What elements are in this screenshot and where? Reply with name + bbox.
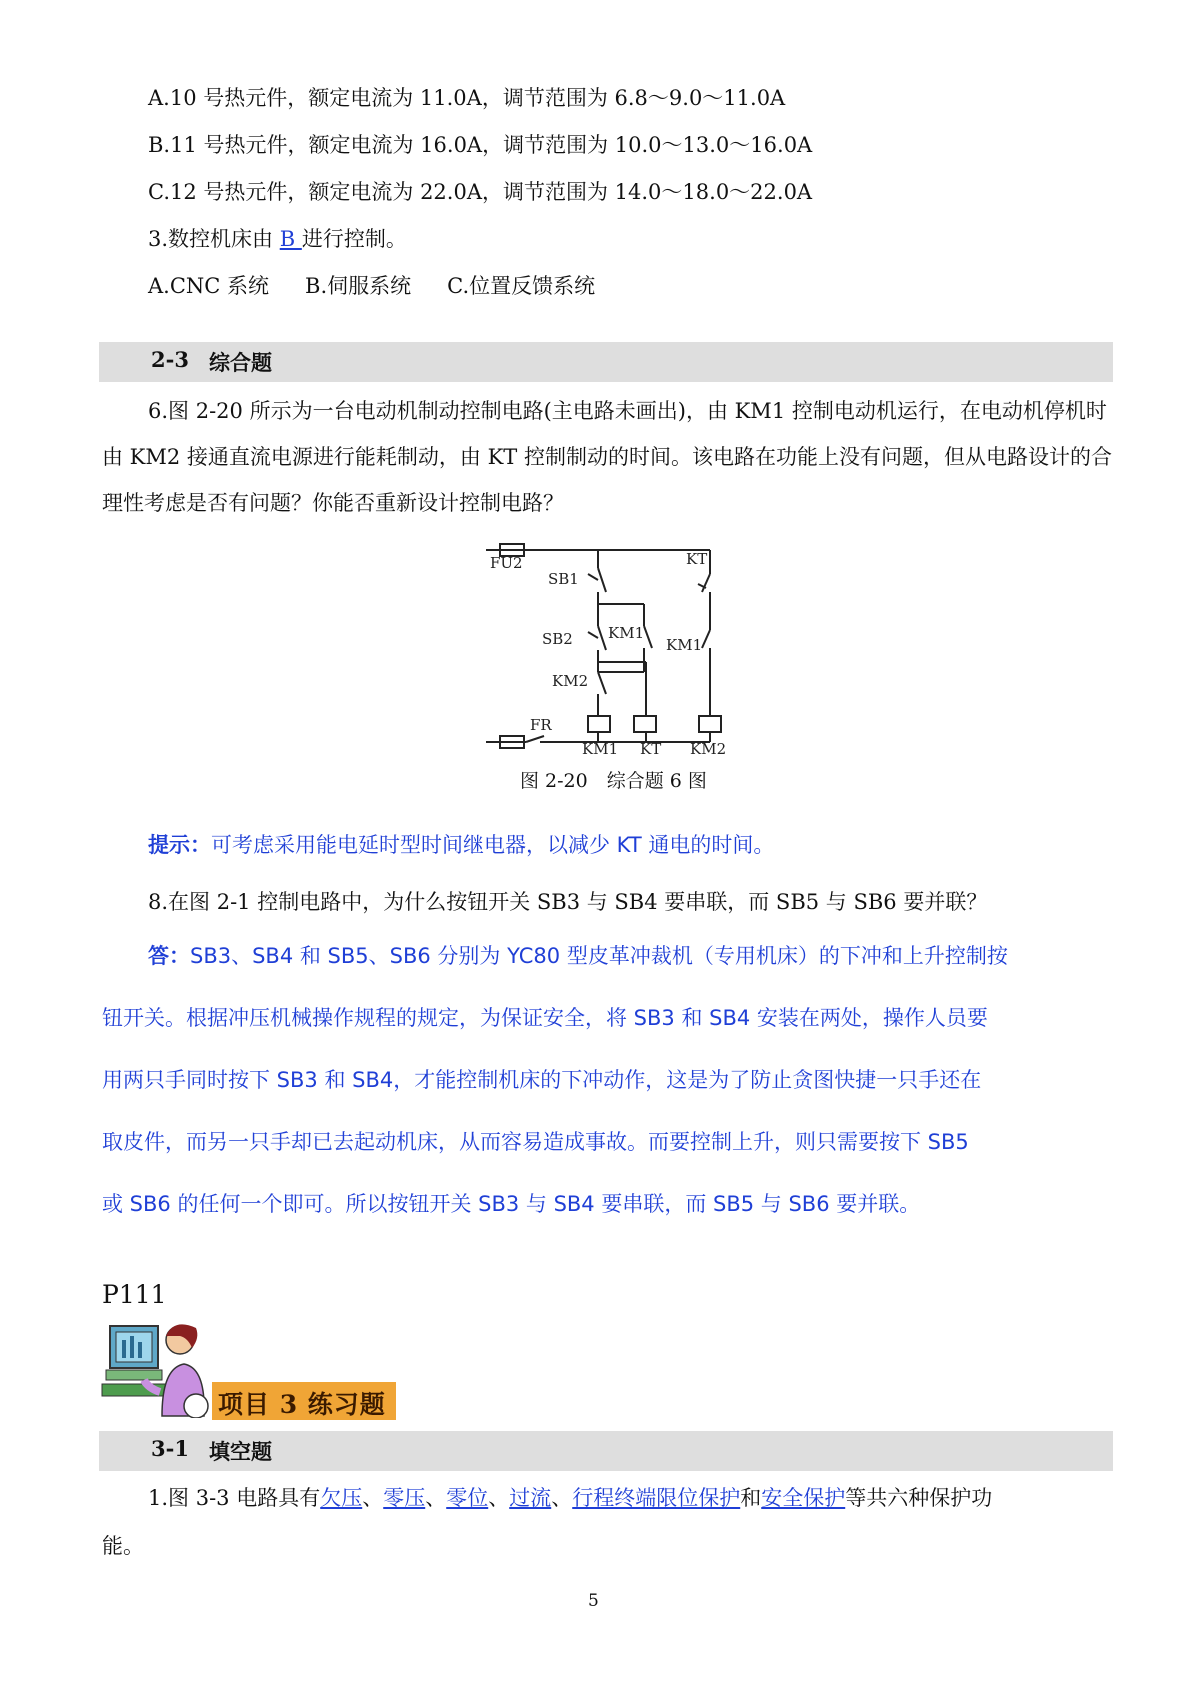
coil-kt-symbol	[634, 716, 656, 732]
separator: 、	[488, 1486, 510, 1510]
label-km1-right: KM1	[666, 636, 703, 654]
fill-question-1	[148, 1483, 992, 1513]
option-b: B.11 号热元件，额定电流为 16.0A，调节范围为 10.0～13.0～16.0A	[148, 133, 813, 157]
separator: 、	[551, 1486, 573, 1510]
answer-line-3: 用两只手同时按下 SB3 和 SB4，才能控制机床的下冲动作，这是为了防止贪图快捷一只手还在	[102, 1068, 982, 1092]
blank-zero-voltage: 零压	[383, 1486, 426, 1510]
label-sb1: SB1	[548, 570, 579, 588]
project-3-banner	[212, 1382, 396, 1420]
section-3-1-number: 3-1	[151, 1436, 189, 1461]
answer-line-4: 取皮件，而另一只手却已去起动机床，从而容易造成事故。而要控制上升，则只需要按下 SB5	[102, 1130, 969, 1154]
option-a: A.10 号热元件，额定电流为 11.0A，调节范围为 6.8～9.0～11.0A	[148, 86, 786, 110]
answer-line-1: SB3、SB4 和 SB5、SB6 分别为 YC80 型皮革冲裁机（专用机床）的下冲和上升控制按	[190, 944, 1008, 968]
question-3-options	[148, 271, 595, 301]
question-3-answer: B	[279, 227, 302, 251]
label-coil-km1: KM1	[582, 740, 619, 754]
coil-km1-symbol	[588, 716, 610, 732]
blank-limit-protection: 行程终端限位保护	[572, 1486, 741, 1510]
question-3-option-a: A.CNC 系统	[148, 274, 270, 298]
blank-undervoltage: 欠压	[320, 1486, 363, 1510]
answer-lead: 答：	[148, 944, 190, 968]
figure-caption: 图 2-20 综合题 6 图	[520, 770, 707, 792]
fill-question-1-wrap: 能。	[102, 1534, 144, 1558]
question-3	[148, 224, 407, 254]
section-2-3-header	[99, 342, 1113, 382]
page-number: 5	[588, 1591, 599, 1611]
question-8-answer	[102, 925, 1112, 1235]
question-3-suffix: 进行控制。	[301, 227, 407, 251]
label-sb2: SB2	[542, 630, 573, 648]
section-3-1-title: 填空题	[209, 1439, 272, 1464]
section-2-3-number: 2-3	[151, 347, 189, 372]
label-fu2: FU2	[490, 554, 523, 572]
blank-safety-protection: 安全保护	[761, 1486, 846, 1510]
question-6: 6.图 2-20 所示为一台电动机制动控制电路(主电路未画出)，由 KM1 控制电动机运行，在电动机停机时由 KM2 接通直流电源进行能耗制动，由 KT 控制制动的时间。该电路在功能上没有问题，但从电路设计的合理性考虑是否有问题？你能否重新设计控制电路？	[102, 399, 1112, 515]
project-3-banner-text: 项目 3 练习题	[218, 1390, 386, 1419]
label-coil-km2: KM2	[690, 740, 727, 754]
question-3-option-c: C.位置反馈系统	[447, 274, 596, 298]
separator: 、	[362, 1486, 384, 1510]
label-km2-contact: KM2	[552, 672, 589, 690]
question-8: 8.在图 2-1 控制电路中，为什么按钮开关 SB3 与 SB4 要串联，而 SB5 与 SB6 要并联？	[148, 890, 988, 914]
section-3-1-header	[99, 1431, 1113, 1471]
fill-question-1-prefix: 1.图 3-3 电路具有	[148, 1486, 321, 1510]
hint	[148, 829, 774, 859]
student-computer-illustration	[100, 1318, 212, 1418]
hint-lead: 提示：	[148, 833, 211, 857]
question-3-option-b: B.伺服系统	[305, 274, 412, 298]
fill-question-1-suffix: 等共六种保护功	[845, 1486, 993, 1510]
section-2-3-title: 综合题	[209, 350, 272, 375]
blank-zero-position: 零位	[446, 1486, 489, 1510]
hint-text: 可考虑采用能电延时型时间继电器，以减少 KT 通电的时间。	[211, 833, 775, 857]
blank-overcurrent: 过流	[509, 1486, 552, 1510]
label-coil-kt: KT	[640, 740, 662, 754]
label-kt-contact: KT	[686, 550, 708, 568]
circuit-diagram	[470, 534, 780, 754]
page-reference: P111	[102, 1280, 167, 1309]
answer-line-5: 或 SB6 的任何一个即可。所以按钮开关 SB3 与 SB4 要串联，而 SB5 与 SB6 要并联。	[102, 1192, 921, 1216]
conjunction: 和	[740, 1486, 762, 1510]
question-3-prefix: 3.数控机床由	[148, 227, 280, 251]
label-km1-contact: KM1	[608, 624, 645, 642]
coil-km2-symbol	[699, 716, 721, 732]
option-c: C.12 号热元件，额定电流为 22.0A，调节范围为 14.0～18.0～22.0A	[148, 180, 813, 204]
label-fr: FR	[530, 716, 552, 734]
answer-line-2: 钮开关。根据冲压机械操作规程的规定，为保证安全，将 SB3 和 SB4 安装在两处，操作人员要	[102, 1006, 988, 1030]
separator: 、	[425, 1486, 447, 1510]
